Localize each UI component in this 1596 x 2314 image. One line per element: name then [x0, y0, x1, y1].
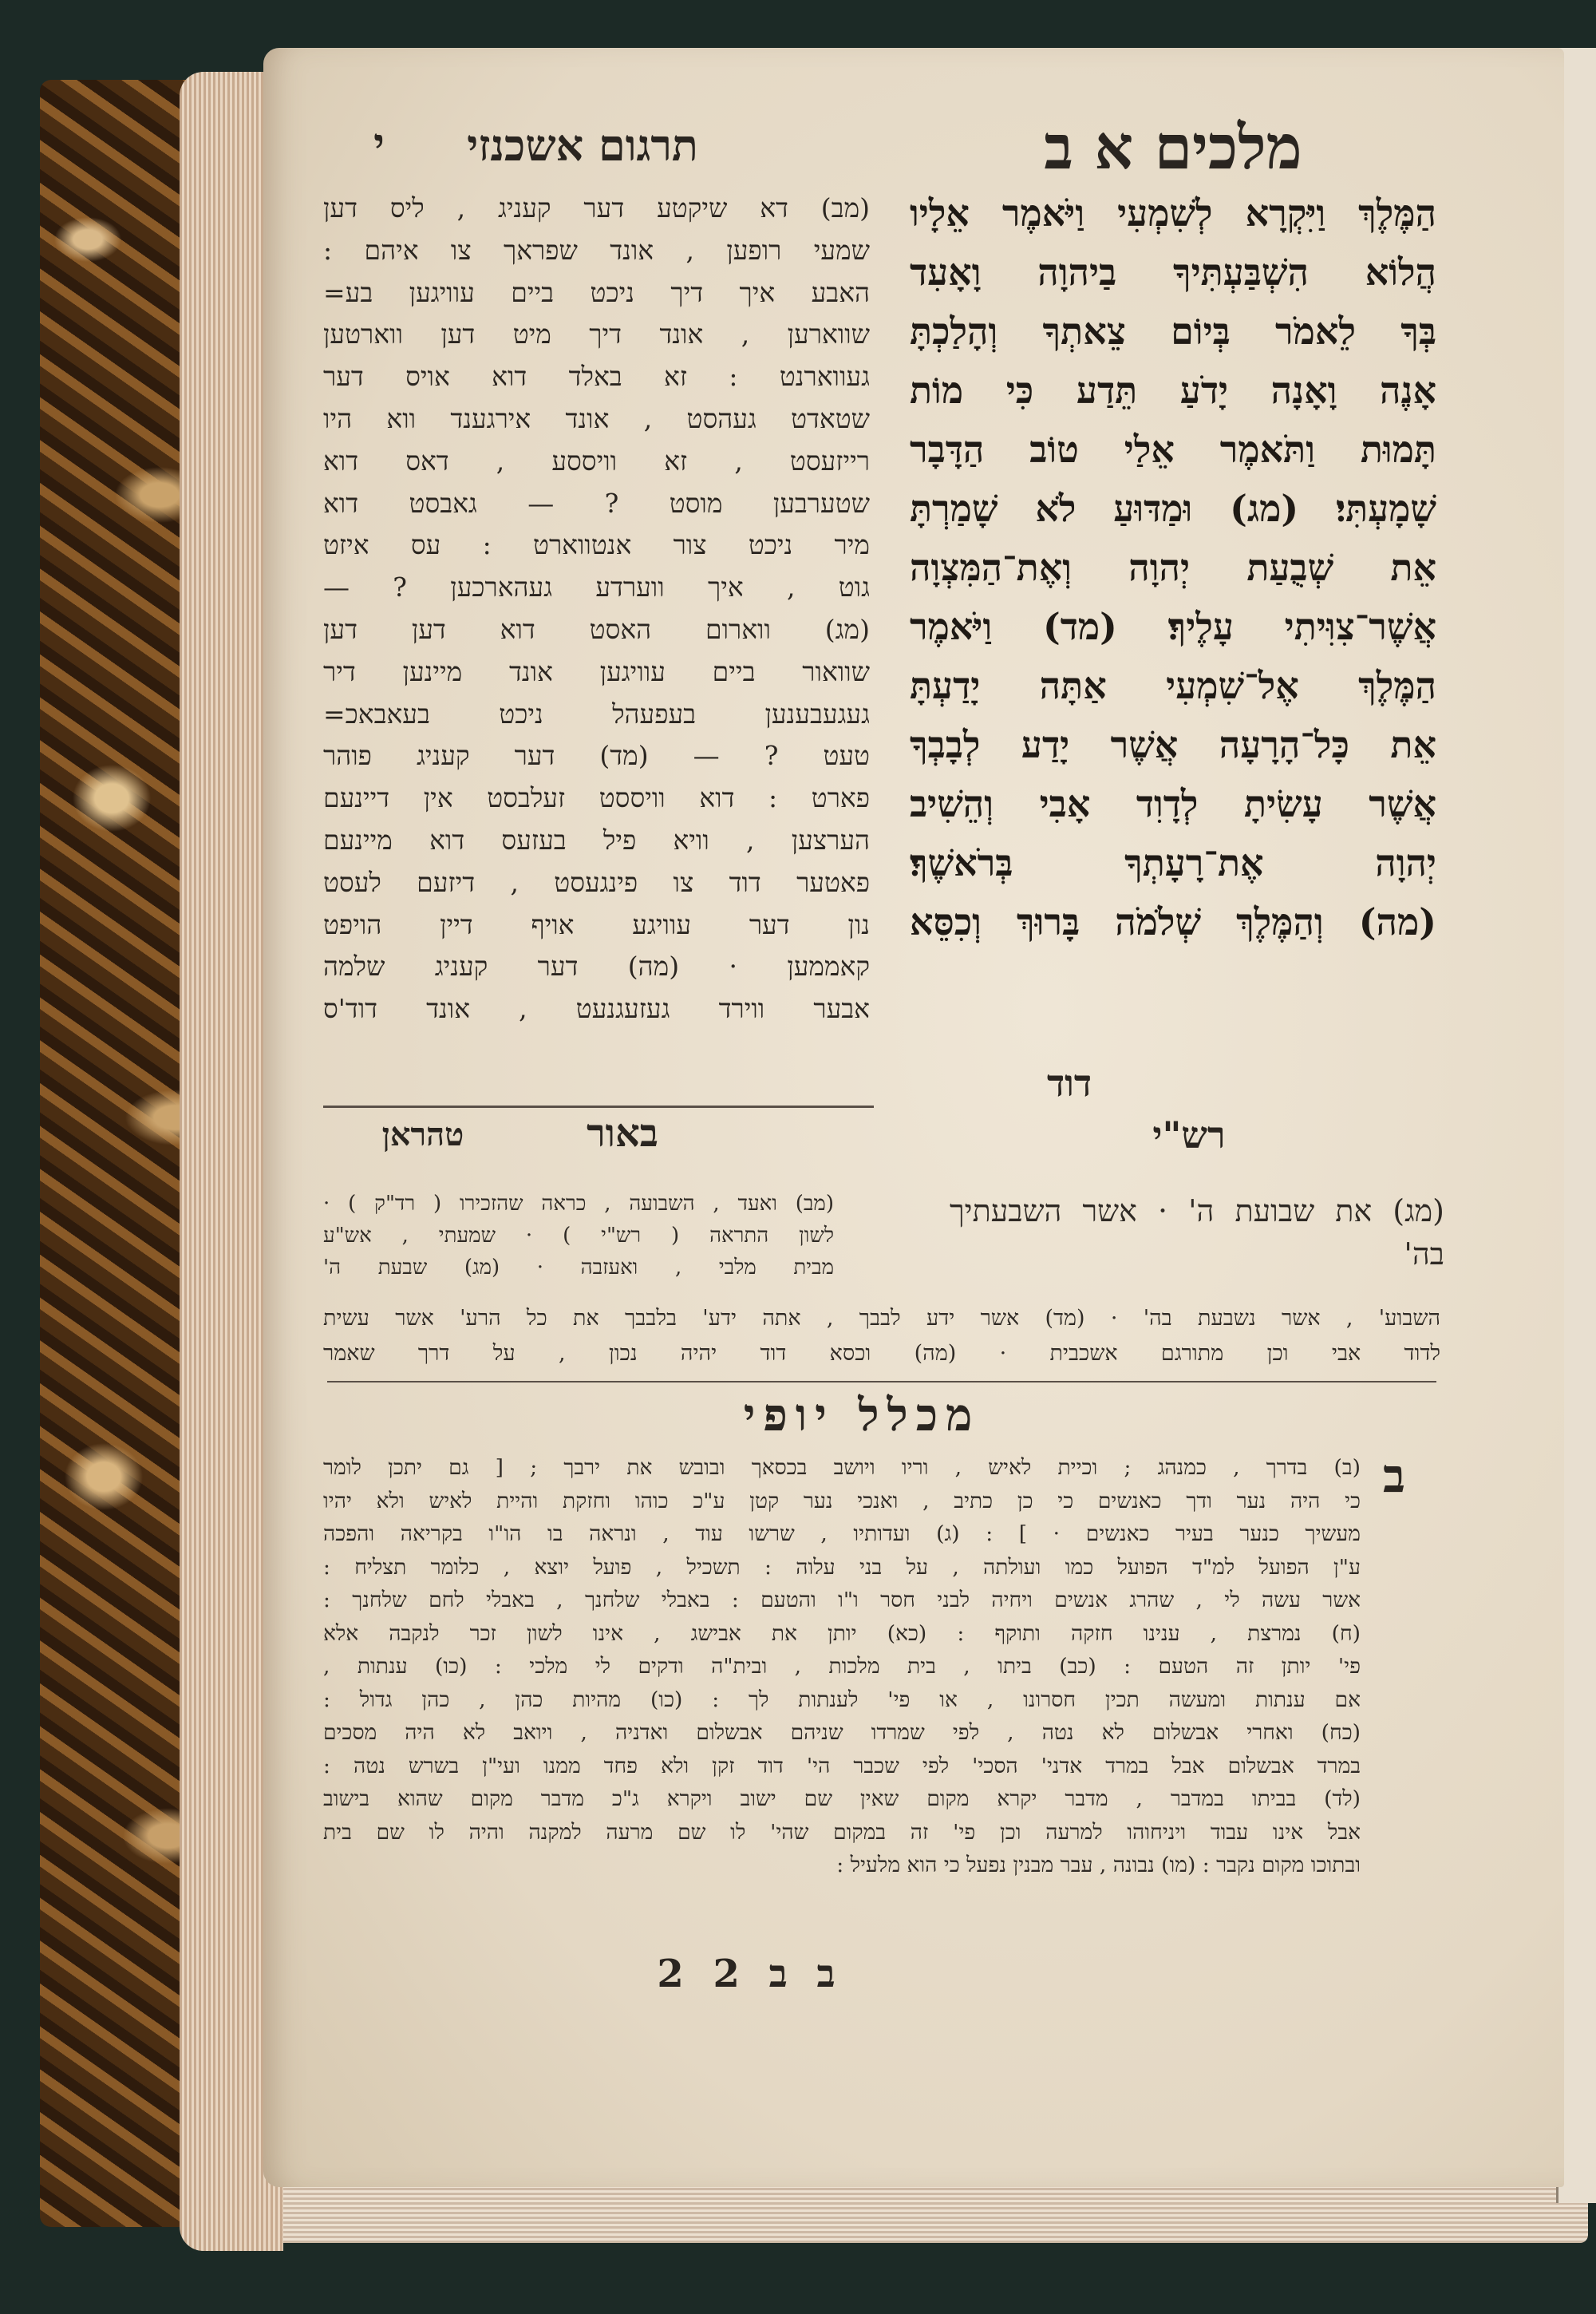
translation-line: מיר ניכט צור אנטווארט : עס איזט [323, 529, 870, 561]
biur-notes [323, 1188, 834, 1284]
running-head-book: מלכים א ב [1044, 112, 1302, 183]
translation-line: האבע איך דיך ניכט ביים עוויגען בע= [323, 276, 870, 308]
biur-rule [323, 1106, 874, 1108]
mikhlol-yofi-title: מכלל יופי [743, 1389, 981, 1442]
mikhlol-line: (ב) בדרך , כמנהג ; וכיית לאיש , וריו ויושב בכסאך ובובש את ירבך ; [ גם יתכן לומר [323, 1455, 1361, 1480]
biur-line: מבית מלבי , ואעזבה · (מג) שבעת ה' [323, 1256, 834, 1280]
translation-line: (מב) דא שיקטע דער קעניג , ליס דען [323, 192, 870, 223]
signature-mark: ב ב 2 2 [657, 1952, 843, 1996]
verse-line: אָנֶה וָאָנָה יָדֹעַ תֵּדַע כִּי מוֹת [910, 369, 1436, 412]
translation-line: רייזעסט , זא וויססע , דאס דוא [323, 445, 870, 477]
translation-line: אבער ווירד געזעגנעט , אונד דוד'ס [323, 993, 870, 1025]
running-head-translation: תרגום אשכנזי [467, 120, 698, 171]
mikhlol-line: כי היה נער ודך כאנשים כי כן כתיב , ואנכי נער קטן ע"כ כוהו וחזקת והיית לאיש ולא יהיו [323, 1488, 1361, 1513]
mikhlol-line: אם ענתות ומעשה תכין חסרונו , או פי' לענתות לך : (כו) מהיות כהן , כהן גדול : [323, 1687, 1361, 1712]
commentary-line: לדוד אבי וכן מתורגם אשכבית · (מה) וכסא דוד יהיה נכון , על דרך שאמר [323, 1341, 1440, 1366]
translation-line: שטערבען מוסט ? — גאבסט דוא [323, 487, 870, 519]
translation-line: פאטער דוד צו פינגעסט , דיזעם לעסט [323, 866, 870, 898]
verse-line: אֲשֶׁר־צִוִּיתִי עָלֶיךָ׃ (מד) וַיֹּאמֶר [910, 605, 1436, 648]
translation-line: שטאדט געהסט , אונד אירגענד ווא היו [323, 402, 870, 434]
translation-line: גוט , איך ווערדע געהארכען ? — [323, 572, 870, 603]
mikhlol-line: מעשיך כנער בעיר כאנשים · ] : (ג) ועדותיו , שרשו עוד , ונראה בו הו"ו בקריאה והפכה [323, 1521, 1361, 1546]
commentary-line: השבוע' , אשר נשבעת בה' · (מד) אשר ידע לבבך , אתה ידע' בלבבך את כל הרע' אשר עשית [323, 1306, 1440, 1331]
translation-line: שווארען , אונד דיך מיט דען ווארטען [323, 318, 870, 350]
rashi-notes [950, 1189, 1444, 1276]
translation-catchword: טהראן [381, 1116, 464, 1153]
translation-line: טעט ? — (מד) דער קעניג פוהר [323, 740, 870, 772]
translation-line: הערצען , וויא פיל בעזעס דוא מיינעם [323, 824, 870, 856]
biur-line: (מב) ואעד , השבועה , כראה שהזכירו ( רד"ק ) · [323, 1192, 834, 1216]
mikhlol-line: במרד אבשלום אבל במרד אדני' הסכי' לפי שכבר הי' דוד זקן ולא פחד ממנו ועי"ן בשרש נטה : [323, 1753, 1361, 1778]
translation-column [323, 188, 870, 1030]
verse-line: תָּמוּת וַתֹּאמֶר אֵלַי טוֹב הַדָּבָר [910, 428, 1436, 471]
verse-line: שָׁמָעְתִּי׃ (מג) וּמַדּוּעַ לֹא שָׁמַרְתָּ [910, 487, 1436, 530]
translation-line: נון דער עוויגע אויף דיין הויפט [323, 908, 870, 940]
page-number: י [373, 120, 385, 168]
verse-column [910, 184, 1436, 951]
mikhlol-notes [323, 1451, 1361, 1882]
mikhlol-line: ובתוכו מקום נקבר : (מו) נבונה , עבר מבנין נפעל כי הוא מלעיל : [836, 1853, 1361, 1877]
translation-line: קאממען · (מה) דער קעניג שלמה [323, 951, 870, 983]
mikhlol-line: אבל אינו עבוד ויניחוהו למרעה וכן פי' זה במקום שהי' לו שם מרעה למקנה והיה לו שם בית [323, 1819, 1361, 1845]
rashi-line: (מג) את שבועת ה' · אשר השבעתיך [950, 1193, 1444, 1228]
translation-line: שוואור ביים עוויגען אונד מיינען דיר [323, 655, 870, 687]
shared-commentary [323, 1301, 1440, 1371]
verse-line: יְהוָה אֶת־רָעָתְךָ בְּרֹאשֶׁךָ׃ [910, 841, 1436, 884]
verse-line: הַמֶּלֶךְ וַיִּקְרָא לְשִׁמְעִי וַיֹּאמֶר אֵלָיו [910, 192, 1436, 235]
rashi-line: בה' [1404, 1236, 1444, 1272]
translation-line: (מג) ווארום האסט דוא דען דען [323, 613, 870, 645]
translation-line: שמעי רופען , אונד שפראך צו איהם : [323, 234, 870, 266]
verse-line: אֵת שְׁבֻעַת יְהוָה וְאֶת־הַמִּצְוָה [910, 546, 1436, 589]
verse-line: הַמֶּלֶךְ אֶל־שִׁמְעִי אַתָּה יָדַעְתָּ [910, 664, 1436, 707]
mikhlol-line: פי' יותן זה הטעם : (כב) ביתו , בית מלכות , ובית"ה ודקים לי מלכי : (כו) ענתות , [323, 1654, 1361, 1679]
translation-line: פארט : דוא וויססט זעלבסט אין דיינעם [323, 782, 870, 814]
verse-line: (מה) וְהַמֶּלֶךְ שְׁלֹמֹה בָּרוּךְ וְכִסֵּא [910, 900, 1436, 943]
verse-line: אֵת כָּל־הָרָעָה אֲשֶׁר יָדַע לְבָבְךָ [910, 723, 1436, 766]
translation-line: געגעבענען בעפעהל ניכט בעאבאכ= [323, 698, 870, 730]
mikhlol-line: (לד) בביתו במדבר , מדבר יקרא מקום שאין שם ישוב ויקרא ג"כ מדבר מקום שהוא בישוב [323, 1786, 1361, 1811]
mikhlol-line: (כח) ואחרי אבשלום לא נטה , לפי שמרדו שניהם אבשלום ואדניה , ויואב לא היה מסכים [323, 1720, 1361, 1745]
mikhlol-rule [327, 1381, 1436, 1382]
biur-line: לשון התראה ( רש"י ) · שמעתי , אש"ע [323, 1224, 834, 1248]
verse-line: בְּךָ לֵאמֹר בְּיוֹם צֵאתְךָ וְהָלַכְתָּ [910, 310, 1436, 353]
mikhlol-line: (ח) נמרצת , ענינו חזקה ותוקף : (כא) יותן את אבישג , אינו לשון זכר לנקבה אלא [323, 1620, 1361, 1646]
translation-line: געווארנט : זא באלד דוא אויס דער [323, 361, 870, 393]
chapter-letter: ב [1383, 1449, 1405, 1503]
mikhlol-line: ע"ן הפועל למ"ד הפועל כמו ועולתה , על בני עלוה : תשכיל , פועל יוצא , כלומר תצליח : [323, 1554, 1361, 1580]
biur-label: באור [587, 1111, 658, 1156]
rashi-label: רש"י [1152, 1113, 1226, 1157]
verse-catchword: דוד [1046, 1062, 1092, 1105]
verse-line: הֲלוֹא הִשְׁבַּעְתִּיךָ בַיהוָה וָאָעִד [910, 251, 1436, 294]
verse-line: אֲשֶׁר עָשִׂיתָ לְדָוִד אָבִי וְהֵשִׁיב [910, 782, 1436, 825]
mikhlol-line: אשר עשה לי , שהרג אנשים ויחיה לבני חסר ו"ו והטעם : באבלי שלחנך , באבלי לחם שלחנך : [323, 1588, 1361, 1612]
